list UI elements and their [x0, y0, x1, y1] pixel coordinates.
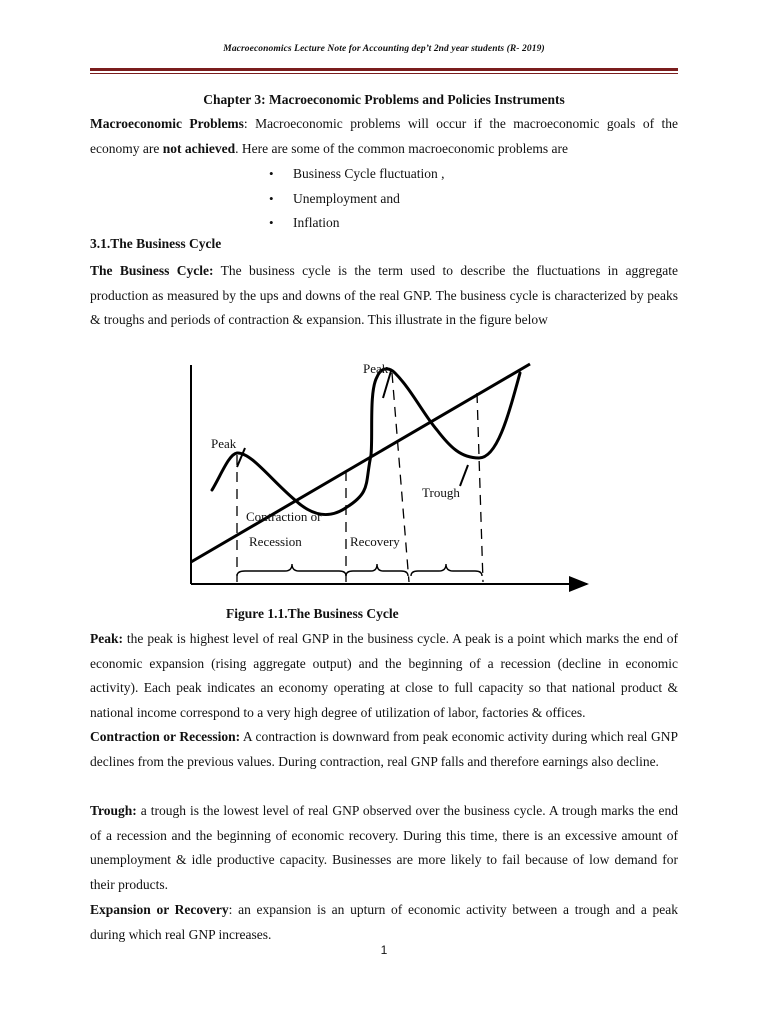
- expansion-paragraph: [90, 898, 678, 947]
- header-rule-thick: [90, 68, 678, 71]
- term-label: Expansion or Recovery: [90, 902, 229, 917]
- trough-pointer: [460, 465, 468, 486]
- list-item: [266, 211, 444, 236]
- list-item: [266, 162, 444, 187]
- list-item: [266, 187, 444, 212]
- guide-line: [477, 393, 483, 582]
- running-header: Macroeconomics Lecture Note for Accounting dep’t 2nd year students (R- 2019): [223, 44, 545, 54]
- peak-low-label: Peak: [211, 436, 237, 451]
- term-text: a trough is the lowest level of real GNP observed over the business cycle. A trough marks the end of a recession and the beginning of economic recovery. During this time, there is an excessive amount of unemployment & idle productive capacity. Businesses are more likely to fail because of low demand for their products.: [90, 803, 678, 892]
- intro-paragraph: [90, 112, 678, 161]
- peak-paragraph: [90, 627, 678, 725]
- bullet-icon: •: [269, 190, 274, 206]
- term-text: : an expansion is an upturn of economic activity between a trough and a peak during which real GNP increases.: [90, 902, 678, 942]
- contraction-paragraph: [90, 725, 678, 774]
- bullet-icon: •: [269, 215, 274, 230]
- problems-list: [266, 162, 444, 236]
- definition-paragraph: [90, 259, 678, 333]
- trough-label: Trough: [422, 485, 460, 500]
- definition-text: The business cycle is the term used to describe the fluctuations in aggregate production as measured by the ups and downs of the real GNP. The business cycle is characterized by peaks & troughs and periods of contraction & expansion. This illustrate in the figure below: [90, 263, 678, 327]
- term-text: A contraction is downward from peak economic activity during which real GNP declines from the previous values. During contraction, real GNP falls and therefore earnings also decline.: [90, 729, 678, 769]
- recession-label: Recession: [249, 534, 302, 549]
- peak-high-label: Peak: [363, 361, 389, 376]
- term-label: Peak:: [90, 631, 123, 646]
- page-number: 1: [380, 943, 388, 957]
- intro-text-a: : Macroeconomic problems will occur if the macroeconomic goals of the economy are: [90, 116, 678, 156]
- bullet-icon: •: [269, 166, 274, 181]
- trough-paragraph: [90, 799, 678, 897]
- intro-text-b: . Here are some of the common macroeconomic problems are: [235, 140, 568, 156]
- business-cycle-figure: [175, 355, 595, 600]
- business-cycle-diagram: [175, 355, 595, 600]
- phase-brace: [346, 564, 408, 576]
- term-label: Contraction or Recession:: [90, 729, 241, 744]
- guide-line: [392, 373, 409, 582]
- intro-term: Macroeconomic Problems: [90, 116, 244, 131]
- phase-brace: [411, 564, 482, 576]
- list-item-text: Unemployment and: [293, 190, 400, 206]
- section-heading: 3.1.The Business Cycle: [90, 236, 222, 251]
- header-rule-thin: [90, 73, 678, 74]
- term-text: the peak is highest level of real GNP in the business cycle. A peak is a point which marks the end of economic expansion (rising aggregate output) and the beginning of a recession (decline in economic activity). Each peak indicates an economy operating at close to full capacity so that national product & national income correspond to a very high degree of utilization of labor, factories & offices.: [90, 631, 678, 720]
- contraction-label: Contraction or: [246, 509, 322, 524]
- figure-caption: Figure 1.1.The Business Cycle: [226, 606, 399, 621]
- recovery-label: Recovery: [350, 534, 400, 549]
- intro-emphasis: not achieved: [162, 140, 236, 156]
- peak-pointer: [237, 448, 245, 467]
- phase-brace: [237, 564, 346, 576]
- chapter-title: Chapter 3: Macroeconomic Problems and Policies Instruments: [203, 92, 565, 107]
- cycle-curve: [212, 369, 520, 515]
- list-item-text: Inflation: [293, 215, 340, 230]
- definition-term: The Business Cycle:: [90, 263, 214, 278]
- term-label: Trough:: [90, 803, 137, 818]
- list-item-text: Business Cycle fluctuation ,: [293, 166, 445, 181]
